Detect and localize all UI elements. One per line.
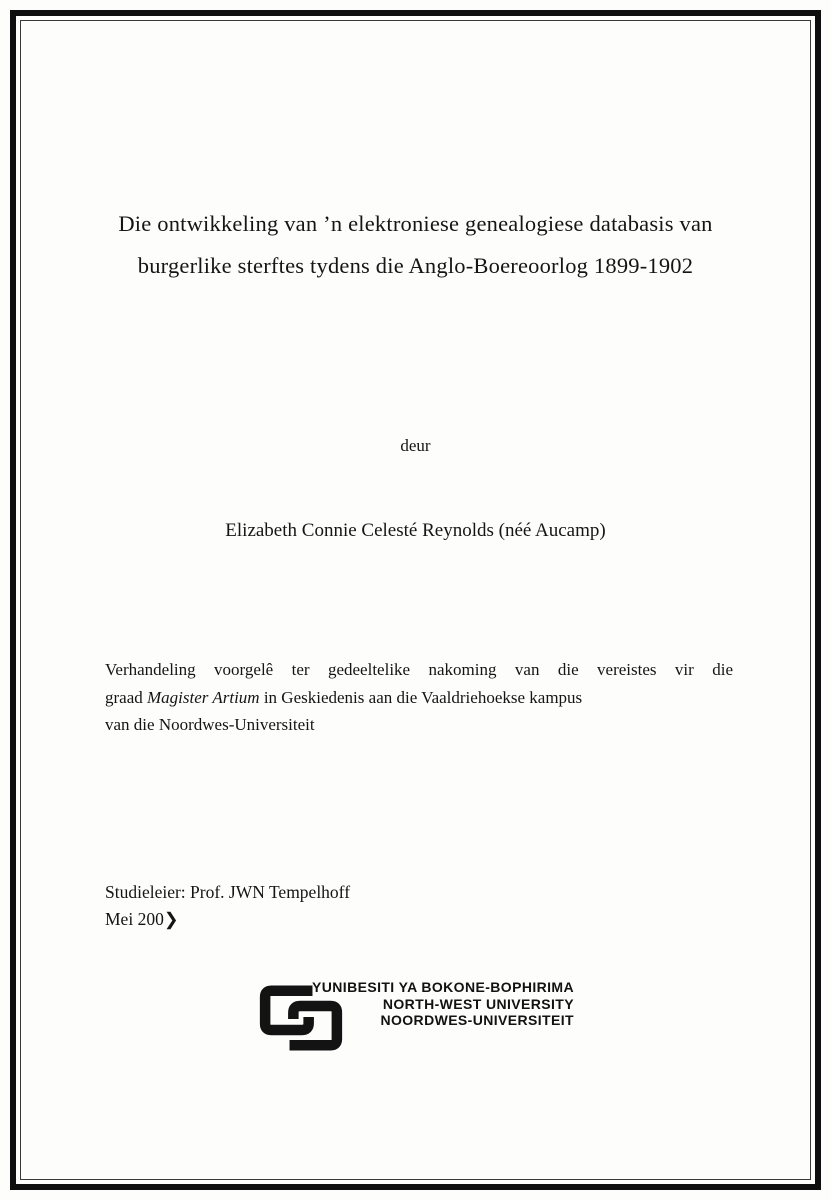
university-name-setswana: YUNIBESITI YA BOKONE-BOPHIRIMA [312, 979, 574, 995]
thesis-title [60, 203, 771, 287]
declaration-line1: Verhandeling voorgelê ter gedeeltelike nakoming van die vereistes vir die [105, 660, 733, 679]
nwu-logo-text [300, 979, 574, 1029]
university-name-english: NORTH-WEST UNIVERSITY [382, 995, 574, 1012]
declaration-line2-pre: graad [105, 687, 148, 707]
supervisor-block [105, 879, 350, 933]
degree-name-italic: Magister Artium [147, 687, 260, 707]
author-name: Elizabeth Connie Celesté Reynolds (néé Aucamp) [225, 520, 606, 541]
declaration-line3: van die Noordwes-Universiteit [105, 715, 315, 734]
thesis-title-line1: Die ontwikkeling van ’n elektroniese genealogiese databasis van [118, 211, 713, 236]
declaration-line2 [105, 684, 733, 712]
date-line: Mei 200❯ [105, 909, 179, 929]
supervisor-line: Studieleier: Prof. JWN Tempelhoff [105, 882, 351, 902]
thesis-title-line2: burgerlike sterftes tydens die Anglo-Boereoorlog 1899-1902 [137, 253, 694, 278]
byline-label: deur [400, 436, 431, 455]
declaration-line2-post: in Geskiedenis aan die Vaaldriehoekse kampus [259, 687, 583, 707]
degree-declaration [105, 656, 733, 739]
university-name-afrikaans: NOORDWES-UNIVERSITEIT [380, 1012, 574, 1028]
